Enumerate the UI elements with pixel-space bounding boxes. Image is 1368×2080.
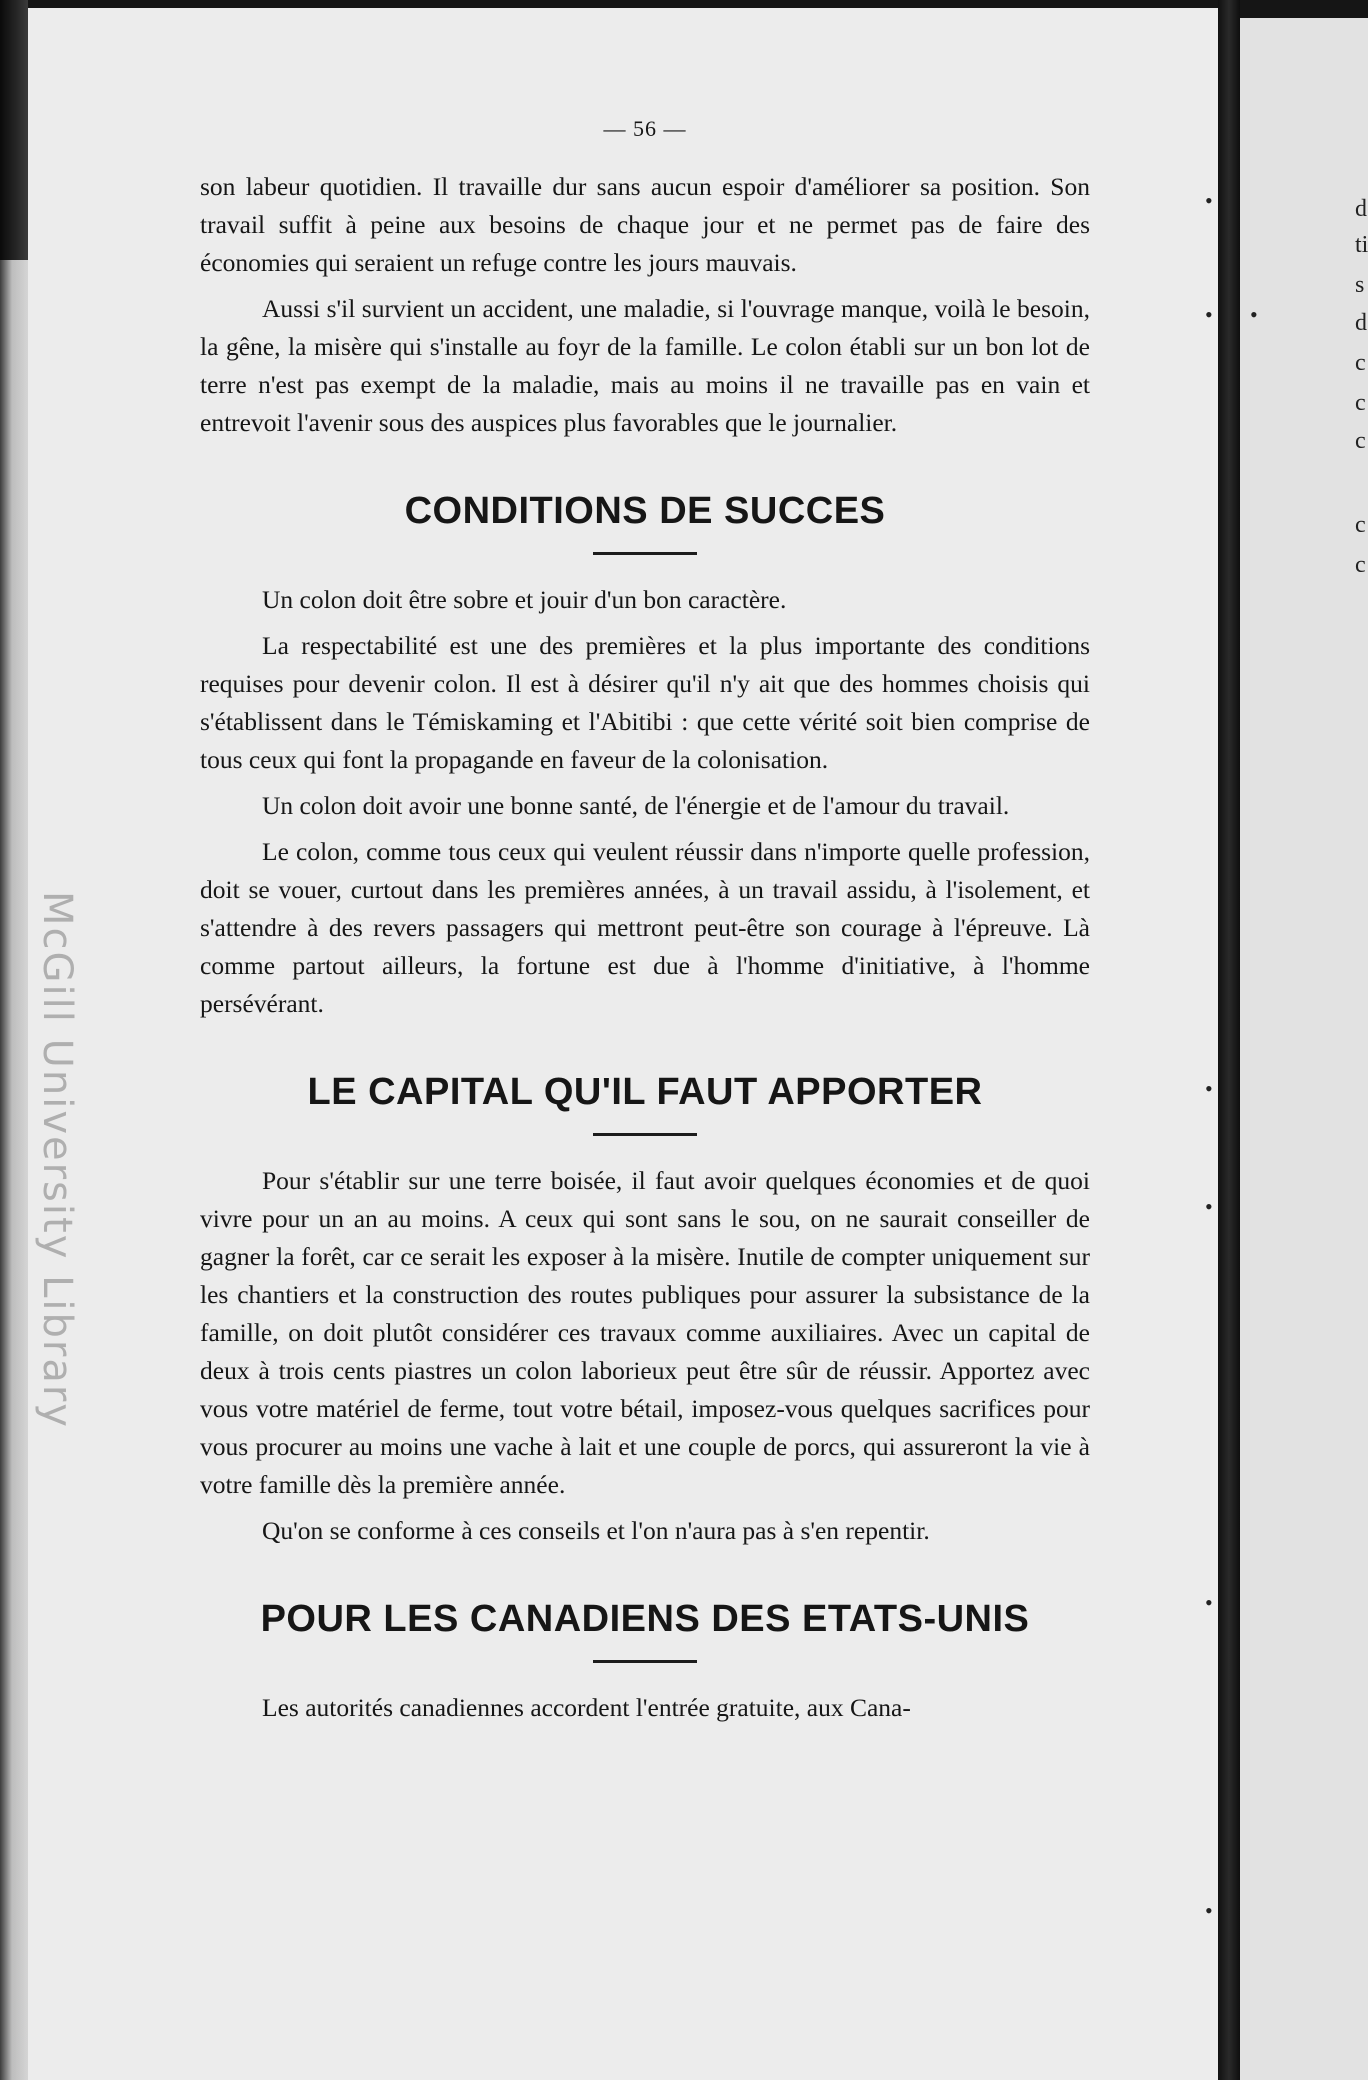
heading-rule [593, 552, 697, 555]
margin-speck: • [1205, 188, 1213, 213]
margin-speck: • [1205, 1076, 1213, 1101]
margin-speck: • [1205, 1194, 1213, 1219]
heading-rule [593, 1660, 697, 1663]
facing-page-letter: d [1355, 196, 1367, 222]
book-gutter [1218, 0, 1240, 2080]
paragraph: Les autorités canadiennes accordent l'entrée gratuite, aux Cana- [262, 1693, 911, 1722]
paragraph-continuation: son labeur quotidien. Il travaille dur sans aucun espoir d'améliorer sa position. Son travail suffit à peine aux besoins de chaque jour et ne permet pas de faire des économies qui seraient un refuge contre les jours mauvais. [200, 172, 1090, 277]
page-content [200, 110, 1090, 1735]
paragraph: Un colon doit être sobre et jouir d'un bon caractère. [262, 585, 787, 614]
paragraph: Pour s'établir sur une terre boisée, il faut avoir quelques économies et de quoi vivre pour un an au moins. A ceux qui sont sans le sou, on ne saurait conseiller de gagner la forêt, car ce serait les exposer à la misère. Inutile de compter uniquement sur les chantiers et la construction des routes publiques pour assurer la subsistance de la famille, on doit plutôt considérer ces travaux comme auxiliaires. Avec un capital de deux à trois cents piastres un colon laborieux peut être sûr de réussir. Apportez avec vous votre matériel de ferme, tout votre bétail, imposez-vous quelques sacrifices pour vous procurer au moins une vache à lait et une couple de porcs, qui assureront la vie à votre famille dès la première année. [200, 1166, 1090, 1499]
facing-page-letter: c [1355, 512, 1366, 538]
section-conditions [200, 492, 1090, 1023]
section-heading: CONDITIONS DE SUCCES [404, 490, 886, 532]
margin-speck: • [1205, 302, 1213, 327]
facing-page-letter: c [1355, 428, 1366, 454]
heading-rule [593, 1133, 697, 1136]
facing-page-letter: c [1355, 552, 1366, 578]
paragraph: La respectabilité est une des premières et la plus importante des conditions requises pour devenir colon. Il est à désirer qu'il n'y ait que des hommes choisis qui s'établissent dans le Témiskaming et l'Abitibi : que cette vérité soit bien comprise de tous ceux qui font la propagande en faveur de la colonisation. [200, 631, 1090, 774]
paragraph: Le colon, comme tous ceux qui veulent réussir dans n'importe quelle profession, doit se vouer, curtout dans les premières années, à un travail assidu, à l'isolement, et s'attendre à des revers passagers qui mettront peut-être son courage à l'épreuve. Là comme partout ailleurs, la fortune est due à l'homme d'initiative, à l'homme persévérant. [200, 837, 1090, 1018]
facing-page-letter: d [1355, 310, 1367, 336]
facing-page-letter: s [1355, 272, 1365, 298]
facing-page-letter: ti [1355, 232, 1368, 258]
section-heading: POUR LES CANADIENS DES ETATS-UNIS [260, 1598, 1030, 1640]
section-heading: LE CAPITAL QU'IL FAUT APPORTER [307, 1071, 983, 1113]
facing-page-letter: c [1355, 390, 1366, 416]
margin-speck: • [1250, 302, 1258, 327]
margin-speck: • [1205, 1590, 1213, 1615]
section-capital [200, 1073, 1090, 1550]
paragraph: Aussi s'il survient un accident, une maladie, si l'ouvrage manque, voilà le besoin, la gêne, la misère qui s'installe au foyr de la famille. Le colon établi sur un bon lot de terre n'est pas exempt de la maladie, mais au moins il ne travaille pas en vain et entrevoit l'avenir sous des auspices plus favorables que le journalier. [200, 294, 1090, 437]
page-number: — 56 — [603, 116, 687, 141]
facing-page [1240, 18, 1368, 2080]
section-etats-unis [200, 1600, 1090, 1727]
paragraph: Un colon doit avoir une bonne santé, de l'énergie et de l'amour du travail. [262, 791, 1010, 820]
margin-speck: • [1205, 1898, 1213, 1923]
paragraph: Qu'on se conforme à ces conseils et l'on n'aura pas à s'en repentir. [262, 1516, 930, 1545]
library-stamp: McGill University Library [34, 891, 80, 1429]
facing-page-letter: c [1355, 350, 1366, 376]
